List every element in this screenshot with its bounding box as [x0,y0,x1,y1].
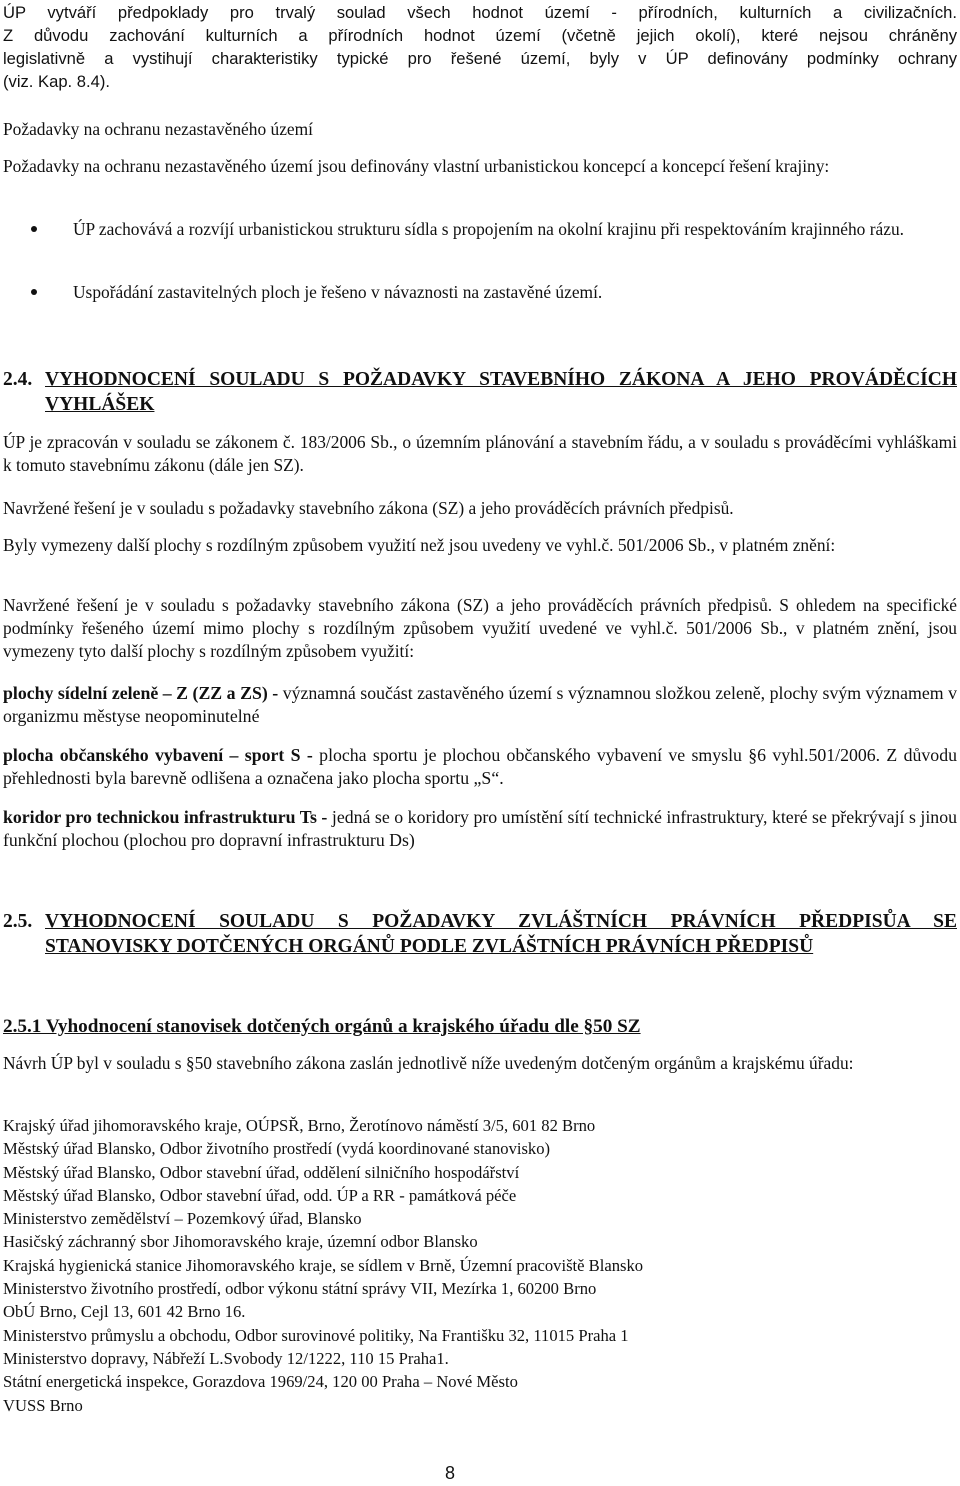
authorities-list [3,1114,957,1417]
subsection-2-5-1-title: 2.5.1 Vyhodnocení stanovisek dotčených orgánů a krajského úřadu dle §50 SZ [3,1016,641,1037]
definition-sport [3,744,957,790]
authority-item: Městský úřad Blansko, Odbor stavební úřad, odd. ÚP a RR - památková péče [3,1185,517,1205]
authority-item: Ministerstvo zemědělství – Pozemkový úřad, Blansko [3,1209,362,1229]
definition-zelen [3,682,957,728]
authority-item: Krajská hygienická stanice Jihomoravského kraje, se sídlem v Brně, Územní pracoviště Blansko [3,1255,644,1275]
intro-line-3: legislativně a vystihují charakteristiky typické pro řešené území, byly v ÚP definovány podmínky ochrany [3,49,957,68]
section-2-4-paragraph-4: Navržené řešení je v souladu s požadavky stavebního zákona (SZ) a jeho prováděcích právních předpisů. S ohledem na specifické podmínky řešeného území mimo plochy s rozdílným způsobem využití uvedené ve vyhl.č. 501/2006 Sb., v platném znění, jsou vymezeny tyto další plochy s rozdílným způsobem využití: [3,595,957,661]
section-2-4-paragraph-1: ÚP je zpracován v souladu se zákonem č. 183/2006 Sb., o územním plánování a stavebním řádu, a v souladu s prováděcími vyhláškami k tomuto stavebnímu zákonu (dále jen SZ). [3,432,957,475]
bullet-icon [31,226,37,232]
authority-item: VUSS Brno [3,1395,83,1415]
section-number: 2.5. [3,911,33,932]
authority-item: Ministerstvo dopravy, Nábřeží L.Svobody 12/1222, 110 15 Praha1. [3,1348,449,1368]
authority-item: Státní energetická inspekce, Gorazdova 1969/24, 120 00 Praha – Nové Město [3,1372,518,1392]
authority-item: Městský úřad Blansko, Odbor stavební úřad, oddělení silničního hospodářství [3,1162,520,1182]
section-number: 2.4. [3,369,33,390]
bullet-icon [31,289,37,295]
authority-item: Krajský úřad jihomoravského kraje, OÚPSŘ, Brno, Žerotínovo náměstí 3/5, 601 82 Brno [3,1116,596,1135]
definition-term: koridor pro technickou infrastrukturu Ts - [3,807,328,827]
intro-line-2: Z důvodu zachování kulturních a přírodních hodnot území (včetně jejich okolí), které nejsou chráněny [3,26,957,45]
intro-line-1: ÚP vytváří předpoklady pro trvalý soulad všech hodnot území - přírodních, kulturních a civilizačních. [3,3,957,22]
authority-item: Hasičský záchranný sbor Jihomoravského kraje, územní odbor Blansko [3,1232,478,1252]
definition-text: významná součást zastavěného území s významnou složkou zeleně, plochy svým významem v organizmu městyse neopominutelné [3,683,957,726]
authority-item: Městský úřad Blansko, Odbor životního prostředí (vydá koordinované stanovisko) [3,1139,551,1159]
definition-koridor [3,806,957,852]
section-2-4-paragraph-3: Byly vymezeny další plochy s rozdílným způsobem využití než jsou uvedeny ve vyhl.č. 501/2006 Sb., v platném znění: [3,535,836,555]
authority-item: ObÚ Brno, Cejl 13, 601 42 Brno 16. [3,1302,246,1322]
section-title: VYHODNOCENÍ SOULADU S POŽADAVKY ZVLÁŠTNÍCH PRÁVNÍCH PŘEDPISŮA SE STANOVISKY DOTČENÝCH ORGÁNŮ PODLE ZVLÁŠTNÍCH PRÁVNÍCH PŘEDPISŮ [45,911,957,957]
authority-item: Ministerstvo průmyslu a obchodu, Odbor surovinové politiky, Na Františku 32, 11015 Praha 1 [3,1325,629,1345]
section-title: VYHODNOCENÍ SOULADU S POŽADAVKY STAVEBNÍHO ZÁKONA A JEHO PROVÁDĚCÍCH VYHLÁŠEK [45,369,957,415]
definition-term: plocha občanského vybavení – sport S - [3,745,313,765]
definition-text: jedná se o koridory pro umístění sítí technické infrastruktury, které se překrývají s jinou funkční plochou (plochou pro dopravní infrastrukturu Ds) [3,807,957,850]
definition-term: plochy sídelní zeleně – Z (ZZ a ZS) - [3,683,279,703]
definition-text: plocha sportu je plochou občanského vybavení ve smyslu §6 vyhl.501/2006. Z důvodu přehlednosti byla barevně odlišena a označena jako plocha sportu „S“. [3,745,957,788]
authority-item: Ministerstvo životního prostředí, odbor výkonu státní správy VII, Mezírka 1, 60200 Brno [3,1279,597,1299]
subsection-2-5-1-intro: Návrh ÚP byl v souladu s §50 stavebního zákona zaslán jednotlivě níže uvedeným dotčeným orgánům a krajskému úřadu: [3,1053,854,1073]
page-number: 8 [445,1463,456,1483]
intro-paragraph [3,1,957,93]
section-2-4-paragraph-2: Navržené řešení je v souladu s požadavky stavebního zákona (SZ) a jeho prováděcích právních předpisů. [3,498,734,518]
protection-paragraph: Požadavky na ochranu nezastavěného území jsou definovány vlastní urbanistickou koncepcí a koncepcí řešení krajiny: [3,156,830,176]
bullet-text: Uspořádání zastavitelných ploch je řešeno v návaznosti na zastavěné území. [73,282,603,302]
bullet-text: ÚP zachovává a rozvíjí urbanistickou strukturu sídla s propojením na okolní krajinu při respektováním krajinného rázu. [73,219,904,239]
intro-line-4: (viz. Kap. 8.4). [3,72,110,91]
protection-heading: Požadavky na ochranu nezastavěného území [3,119,313,139]
